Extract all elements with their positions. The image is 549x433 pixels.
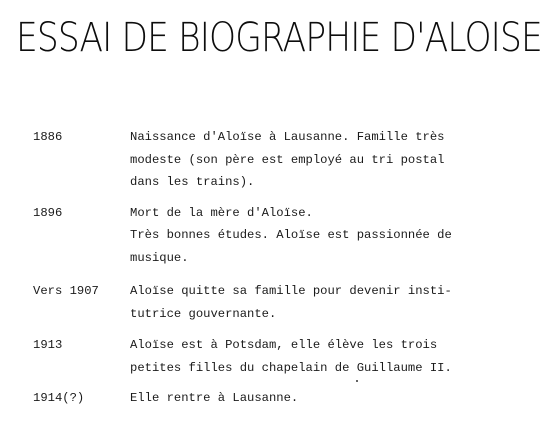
entry-line: Aloïse quitte sa famille pour devenir insti- bbox=[130, 284, 452, 298]
timeline-entry bbox=[33, 202, 533, 270]
page-title: ESSAI DE BIOGRAPHIE D'ALOISE bbox=[16, 15, 542, 61]
timeline-entry bbox=[33, 334, 533, 379]
entry-line: Aloïse est à Potsdam, elle élève les trois bbox=[130, 338, 438, 352]
entry-line: tutrice gouvernante. bbox=[130, 306, 277, 321]
entry-date: 1896 bbox=[33, 205, 63, 220]
entry-line: petites filles du chapelain de Guillaume II. bbox=[130, 360, 452, 375]
entry-text bbox=[130, 202, 470, 270]
scan-speck bbox=[356, 380, 358, 382]
entry-line: Très bonnes études. Aloïse est passionnée de bbox=[130, 228, 452, 242]
timeline-entry bbox=[33, 280, 533, 325]
entry-line: Elle rentre à Lausanne. bbox=[130, 391, 299, 405]
biography-timeline bbox=[33, 126, 533, 418]
entry-line: modeste (son père est employé au tri postal bbox=[130, 152, 445, 167]
entry-text bbox=[130, 334, 470, 379]
entry-line: Mort de la mère d'Aloïse. bbox=[130, 205, 313, 220]
entry-line: dans les trains). bbox=[130, 175, 255, 189]
entry-date: Vers 1907 bbox=[33, 284, 99, 298]
entry-text bbox=[130, 387, 470, 410]
timeline-entry bbox=[33, 387, 533, 410]
entry-date: 1886 bbox=[33, 130, 63, 144]
entry-date: 1913 bbox=[33, 338, 63, 352]
entry-line: Naissance d'Aloïse à Lausanne. Famille très bbox=[130, 130, 445, 144]
entry-date: 1914(?) bbox=[33, 391, 85, 405]
entry-line: musique. bbox=[130, 250, 189, 265]
entry-text bbox=[130, 280, 470, 325]
timeline-entry bbox=[33, 126, 533, 194]
entry-text bbox=[130, 126, 470, 194]
